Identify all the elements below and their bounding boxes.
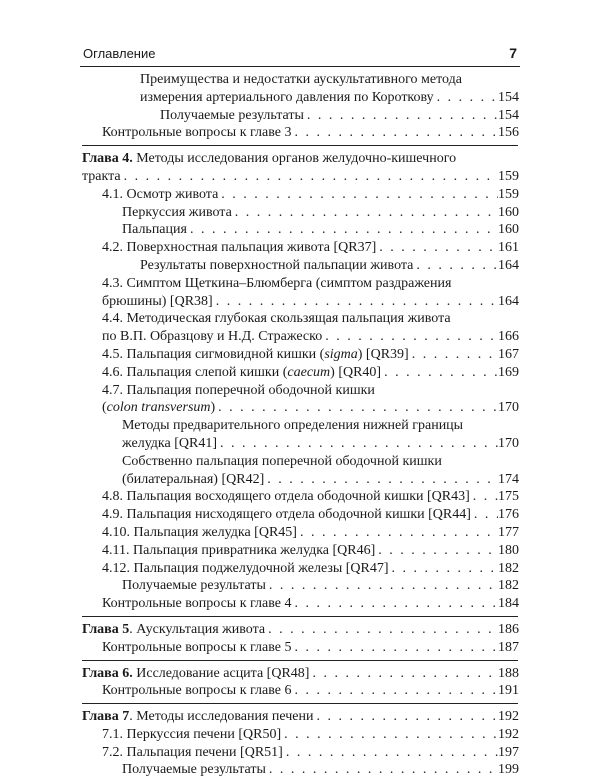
dot-leader (281, 726, 498, 744)
dot-leader (304, 107, 498, 125)
chapter-divider (82, 145, 518, 146)
dot-leader (217, 435, 498, 453)
toc-page: 184 (498, 596, 519, 612)
toc-entry[interactable]: 4.4. Методическая глубокая скользящая пальпация живота (102, 311, 451, 327)
toc-page: 182 (498, 578, 519, 594)
dot-leader (309, 665, 498, 683)
dot-leader (291, 595, 498, 613)
header-divider (80, 66, 520, 67)
toc-entry[interactable]: Собственно пальпация поперечной ободочной кишки (122, 453, 442, 469)
toc-entry[interactable]: Получаемые результаты . . . 199 (82, 761, 518, 779)
dot-leader (291, 639, 498, 657)
dot-leader (471, 506, 498, 524)
dot-leader (409, 346, 498, 364)
toc-page: 159 (498, 168, 519, 184)
toc-entry[interactable]: измерения артериального давления по Короткову . . . 154 (82, 89, 518, 107)
toc-entry[interactable]: желудка [QR41] . . . 170 (82, 435, 518, 453)
toc-entry[interactable]: 4.7. Пальпация поперечной ободочной кишки (102, 382, 375, 398)
toc-entry[interactable]: брюшины) [QR38] . . . 164 (82, 293, 518, 311)
dot-leader (297, 524, 498, 542)
toc-entry[interactable]: Пальпация . . . 160 (82, 221, 518, 239)
toc-entry[interactable]: 4.8. Пальпация восходящего отдела ободочной кишки [QR43] . . . 175 (82, 488, 518, 506)
toc-entry[interactable]: 4.9. Пальпация нисходящего отдела ободочной кишки [QR44] . . . 176 (82, 506, 518, 524)
chapter-divider (82, 616, 518, 617)
toc-page: 174 (498, 471, 519, 487)
toc-page: 164 (498, 293, 519, 309)
dot-leader (470, 488, 498, 506)
toc-page: 177 (498, 524, 519, 540)
toc-page: 170 (498, 400, 519, 416)
toc-entry[interactable]: Контрольные вопросы к главе 6 . . . 191 (82, 682, 518, 700)
dot-leader (265, 621, 498, 639)
toc-entry[interactable]: Методы предварительного определения нижней границы (122, 418, 464, 434)
toc-page: 166 (498, 329, 519, 345)
toc-page: 170 (498, 435, 519, 451)
dot-leader (187, 221, 498, 239)
toc-page: 167 (498, 346, 519, 362)
toc-entry[interactable]: 4.11. Пальпация привратника желудка [QR46] . . . 180 (82, 542, 518, 560)
toc-entry[interactable]: 4.5. Пальпация сигмовидной кишки (sigma) [QR39] . . . 167 (82, 346, 518, 364)
dot-leader (213, 293, 498, 311)
page-header (80, 44, 520, 66)
dot-leader (389, 560, 498, 578)
toc-page: 159 (498, 186, 519, 202)
toc-entry[interactable]: Получаемые результаты . . . 182 (82, 577, 518, 595)
toc-entry[interactable]: 7.1. Перкуссия печени [QR50] . . . 192 (82, 726, 518, 744)
toc-entry[interactable]: Контрольные вопросы к главе 5 . . . 187 (82, 639, 518, 657)
dot-leader (215, 399, 498, 417)
toc-entry[interactable]: 4.6. Пальпация слепой кишки (caecum) [QR40] . . . 169 (82, 364, 518, 382)
dot-leader (121, 168, 498, 186)
toc-entry[interactable]: (colon transversum) . . . 170 (82, 399, 518, 417)
chapter-label: Глава 6. (82, 665, 133, 681)
toc-entry[interactable]: 4.10. Пальпация желудка [QR45] . . . 177 (82, 524, 518, 542)
toc-page: 154 (498, 89, 519, 105)
chapter-label: Глава 7 (82, 709, 130, 725)
toc-chapter[interactable]: Глава 6. Исследование асцита [QR48] . . . 188 (82, 665, 518, 683)
toc-page: 192 (498, 726, 519, 742)
table-of-contents (82, 71, 518, 779)
running-title: Оглавление (83, 46, 156, 61)
dot-leader (264, 471, 498, 489)
dot-leader (434, 89, 498, 107)
toc-page: 182 (498, 560, 519, 576)
toc-page: 161 (498, 240, 519, 256)
toc-entry[interactable]: Контрольные вопросы к главе 3 . . . 156 (82, 124, 518, 142)
toc-entry[interactable]: 4.1. Осмотр живота . . . 159 (82, 186, 518, 204)
toc-page: 169 (498, 364, 519, 380)
toc-page: 187 (498, 639, 519, 655)
dot-leader (376, 239, 498, 257)
toc-entry[interactable]: 4.2. Поверхностная пальпация живота [QR37] . . . 161 (82, 239, 518, 257)
dot-leader (291, 124, 498, 142)
dot-leader (314, 708, 498, 726)
page-number: 7 (509, 45, 517, 61)
toc-entry[interactable]: Перкуссия живота . . . 160 (82, 204, 518, 222)
dot-leader (266, 761, 498, 779)
toc-page: 186 (498, 621, 519, 637)
toc-page: 156 (498, 125, 519, 141)
toc-entry[interactable]: 4.12. Пальпация поджелудочной железы [QR47] . . . 182 (82, 560, 518, 578)
toc-entry[interactable]: Преимущества и недостатки аускультативного метода (140, 72, 462, 87)
toc-page: 160 (498, 222, 519, 238)
toc-page: 192 (498, 709, 519, 725)
toc-page: 160 (498, 204, 519, 220)
dot-leader (218, 186, 498, 204)
toc-entry[interactable]: Результаты поверхностной пальпации живота . . . 164 (82, 257, 518, 275)
toc-page: 188 (498, 665, 519, 681)
dot-leader (232, 204, 498, 222)
toc-entry[interactable]: 7.2. Пальпация печени [QR51] . . . 197 (82, 744, 518, 762)
dot-leader (375, 542, 498, 560)
toc-entry[interactable]: Контрольные вопросы к главе 4 . . . 184 (82, 595, 518, 613)
toc-entry[interactable]: по В.П. Образцову и Н.Д. Стражеско . . . 166 (82, 328, 518, 346)
toc-chapter[interactable]: Глава 5. Аускультация живота . . . 186 (82, 621, 518, 639)
toc-page: 180 (498, 542, 519, 558)
toc-page: 199 (498, 762, 519, 778)
toc-entry[interactable]: Получаемые результаты . . . 154 (82, 107, 518, 125)
dot-leader (322, 328, 498, 346)
toc-page: 164 (498, 257, 519, 273)
dot-leader (413, 257, 498, 275)
dot-leader (291, 682, 498, 700)
chapter-label: Глава 4. (82, 151, 133, 167)
dot-leader (283, 744, 498, 762)
toc-page: 197 (498, 744, 519, 760)
toc-entry[interactable]: 4.3. Симптом Щеткина–Блюмберга (симптом раздражения (102, 275, 452, 291)
toc-page: 154 (498, 107, 519, 123)
toc-page: 191 (498, 683, 519, 699)
chapter-label: Глава 5 (82, 621, 130, 637)
chapter-divider (82, 703, 518, 704)
toc-entry[interactable]: (билатеральная) [QR42] . . . 174 (82, 471, 518, 489)
toc-chapter[interactable]: Глава 7. Методы исследования печени . . . 192 (82, 708, 518, 726)
dot-leader (266, 577, 498, 595)
dot-leader (381, 364, 498, 382)
toc-page: 176 (498, 507, 519, 523)
toc-entry[interactable]: тракта . . . 159 (82, 168, 518, 186)
toc-chapter[interactable]: Глава 4. Методы исследования органов желудочно-кишечного (82, 151, 457, 167)
toc-page: 175 (498, 489, 519, 505)
chapter-divider (82, 660, 518, 661)
